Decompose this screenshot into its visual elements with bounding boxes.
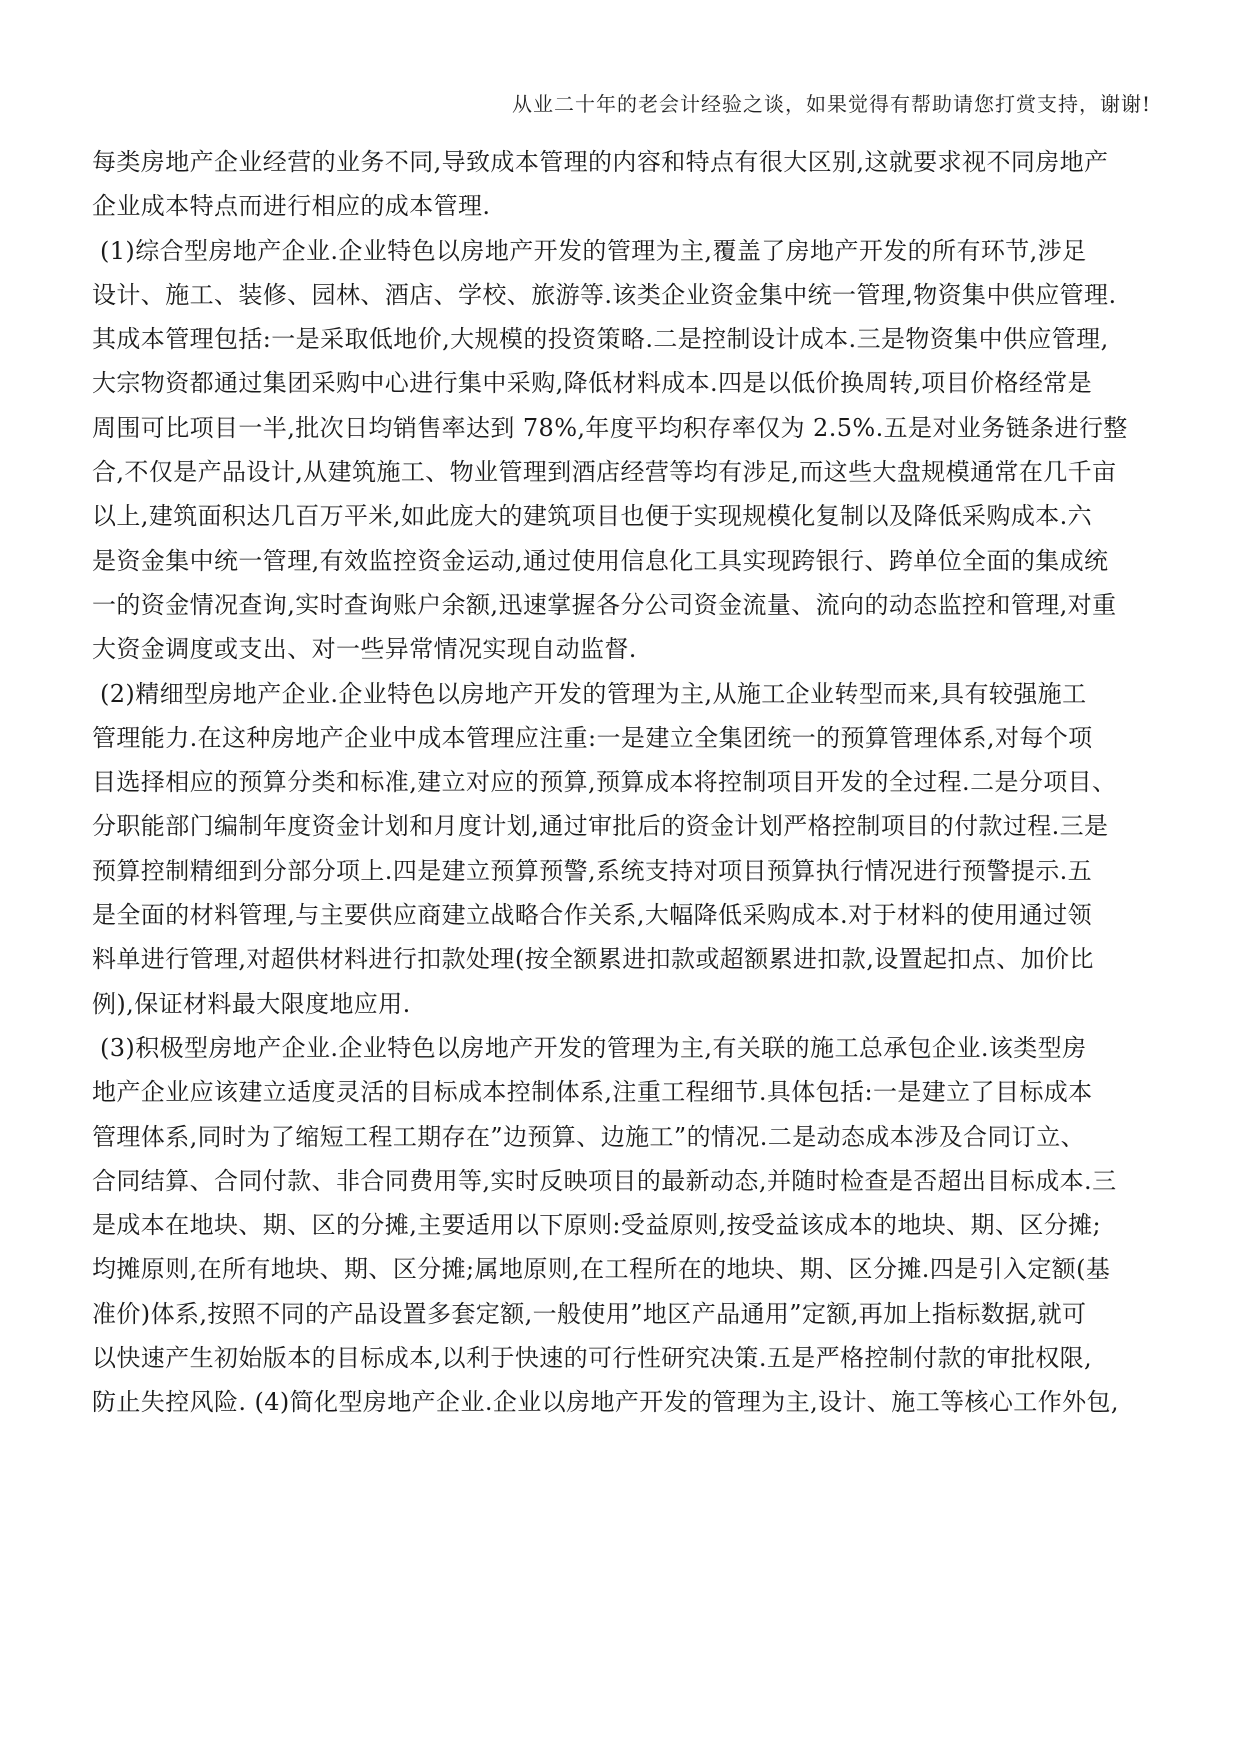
body-line: 一的资金情况查询,实时查询账户余额,迅速掌握各分公司资金流量、流向的动态监控和管理,对重 xyxy=(92,590,1117,619)
body-line: 例),保证材料最大限度地应用. xyxy=(92,989,411,1018)
body-line: 大资金调度或支出、对一些异常情况实现自动监督. xyxy=(92,635,637,664)
body-line: 料单进行管理,对超供材料进行扣款处理(按全额累进扣款或超额累进扣款,设置起扣点、加价比 xyxy=(92,945,1094,974)
body-line-paragraph-start: (3)积极型房地产企业.企业特色以房地产开发的管理为主,有关联的施工总承包企业.该类型房 xyxy=(100,1033,1087,1062)
body-line: 预算控制精细到分部分项上.四是建立预算预警,系统支持对项目预算执行情况进行预警提示.五 xyxy=(92,856,1093,885)
body-line: 目选择相应的预算分类和标准,建立对应的预算,预算成本将控制项目开发的全过程.二是分项目、 xyxy=(92,768,1117,797)
body-line: 管理能力.在这种房地产企业中成本管理应注重:一是建立全集团统一的预算管理体系,对每个项 xyxy=(92,723,1093,752)
body-line: 其成本管理包括:一是采取低地价,大规模的投资策略.二是控制设计成本.三是物资集中供应管理, xyxy=(92,325,1109,354)
body-line: 防止失控风险. (4)简化型房地产企业.企业以房地产开发的管理为主,设计、施工等核心工作外包, xyxy=(92,1388,1119,1417)
body-line: 地产企业应该建立适度灵活的目标成本控制体系,注重工程细节.具体包括:一是建立了目标成本 xyxy=(92,1078,1093,1107)
body-line: 设计、施工、装修、园林、酒店、学校、旅游等.该类企业资金集中统一管理,物资集中供应管理. xyxy=(92,280,1117,309)
body-line: 是成本在地块、期、区的分摊,主要适用以下原则:受益原则,按受益该成本的地块、期、区分摊; xyxy=(92,1211,1102,1240)
body-line: 以快速产生初始版本的目标成本,以利于快速的可行性研究决策.五是严格控制付款的审批权限, xyxy=(92,1344,1093,1373)
body-line: 以上,建筑面积达几百万平米,如此庞大的建筑项目也便于实现规模化复制以及降低采购成本.六 xyxy=(92,502,1093,531)
body-line-paragraph-start: (1)综合型房地产企业.企业特色以房地产开发的管理为主,覆盖了房地产开发的所有环节,涉足 xyxy=(100,236,1087,265)
body-line: 准价)体系,按照不同的产品设置多套定额,一般使用”地区产品通用”定额,再加上指标数据,就可 xyxy=(92,1299,1087,1328)
body-line: 分职能部门编制年度资金计划和月度计划,通过审批后的资金计划严格控制项目的付款过程.三是 xyxy=(92,812,1109,841)
body-line: 每类房地产企业经营的业务不同,导致成本管理的内容和特点有很大区别,这就要求视不同房地产 xyxy=(92,148,1109,176)
body-line: 管理体系,同时为了缩短工程工期存在”边预算、边施工”的情况.二是动态成本涉及合同订立、 xyxy=(92,1122,1085,1151)
body-line: 是资金集中统一管理,有效监控资金运动,通过使用信息化工具实现跨银行、跨单位全面的集成统 xyxy=(92,546,1109,575)
body-line-paragraph-start: (2)精细型房地产企业.企业特色以房地产开发的管理为主,从施工企业转型而来,具有较强施工 xyxy=(100,679,1087,708)
body-line: 大宗物资都通过集团采购中心进行集中采购,降低材料成本.四是以低价换周转,项目价格经常是 xyxy=(92,369,1093,398)
body-line: 周围可比项目一半,批次日均销售率达到 78%,年度平均积存率仅为 2.5%.五是对业务链条进行整 xyxy=(92,413,1128,442)
body-line: 是全面的材料管理,与主要供应商建立战略合作关系,大幅降低采购成本.对于材料的使用通过领 xyxy=(92,901,1093,930)
page-header-note: 从业二十年的老会计经验之谈，如果觉得有帮助请您打赏支持，谢谢! xyxy=(511,92,1151,116)
body-line: 合,不仅是产品设计,从建筑施工、物业管理到酒店经营等均有涉足,而这些大盘规模通常在几千亩 xyxy=(92,458,1117,487)
body-line: 合同结算、合同付款、非合同费用等,实时反映项目的最新动态,并随时检查是否超出目标成本.三 xyxy=(92,1166,1117,1195)
body-line: 企业成本特点而进行相应的成本管理. xyxy=(92,192,491,221)
body-line: 均摊原则,在所有地块、期、区分摊;属地原则,在工程所在的地块、期、区分摊.四是引入定额(基 xyxy=(92,1255,1111,1284)
document-body xyxy=(92,140,1150,1425)
